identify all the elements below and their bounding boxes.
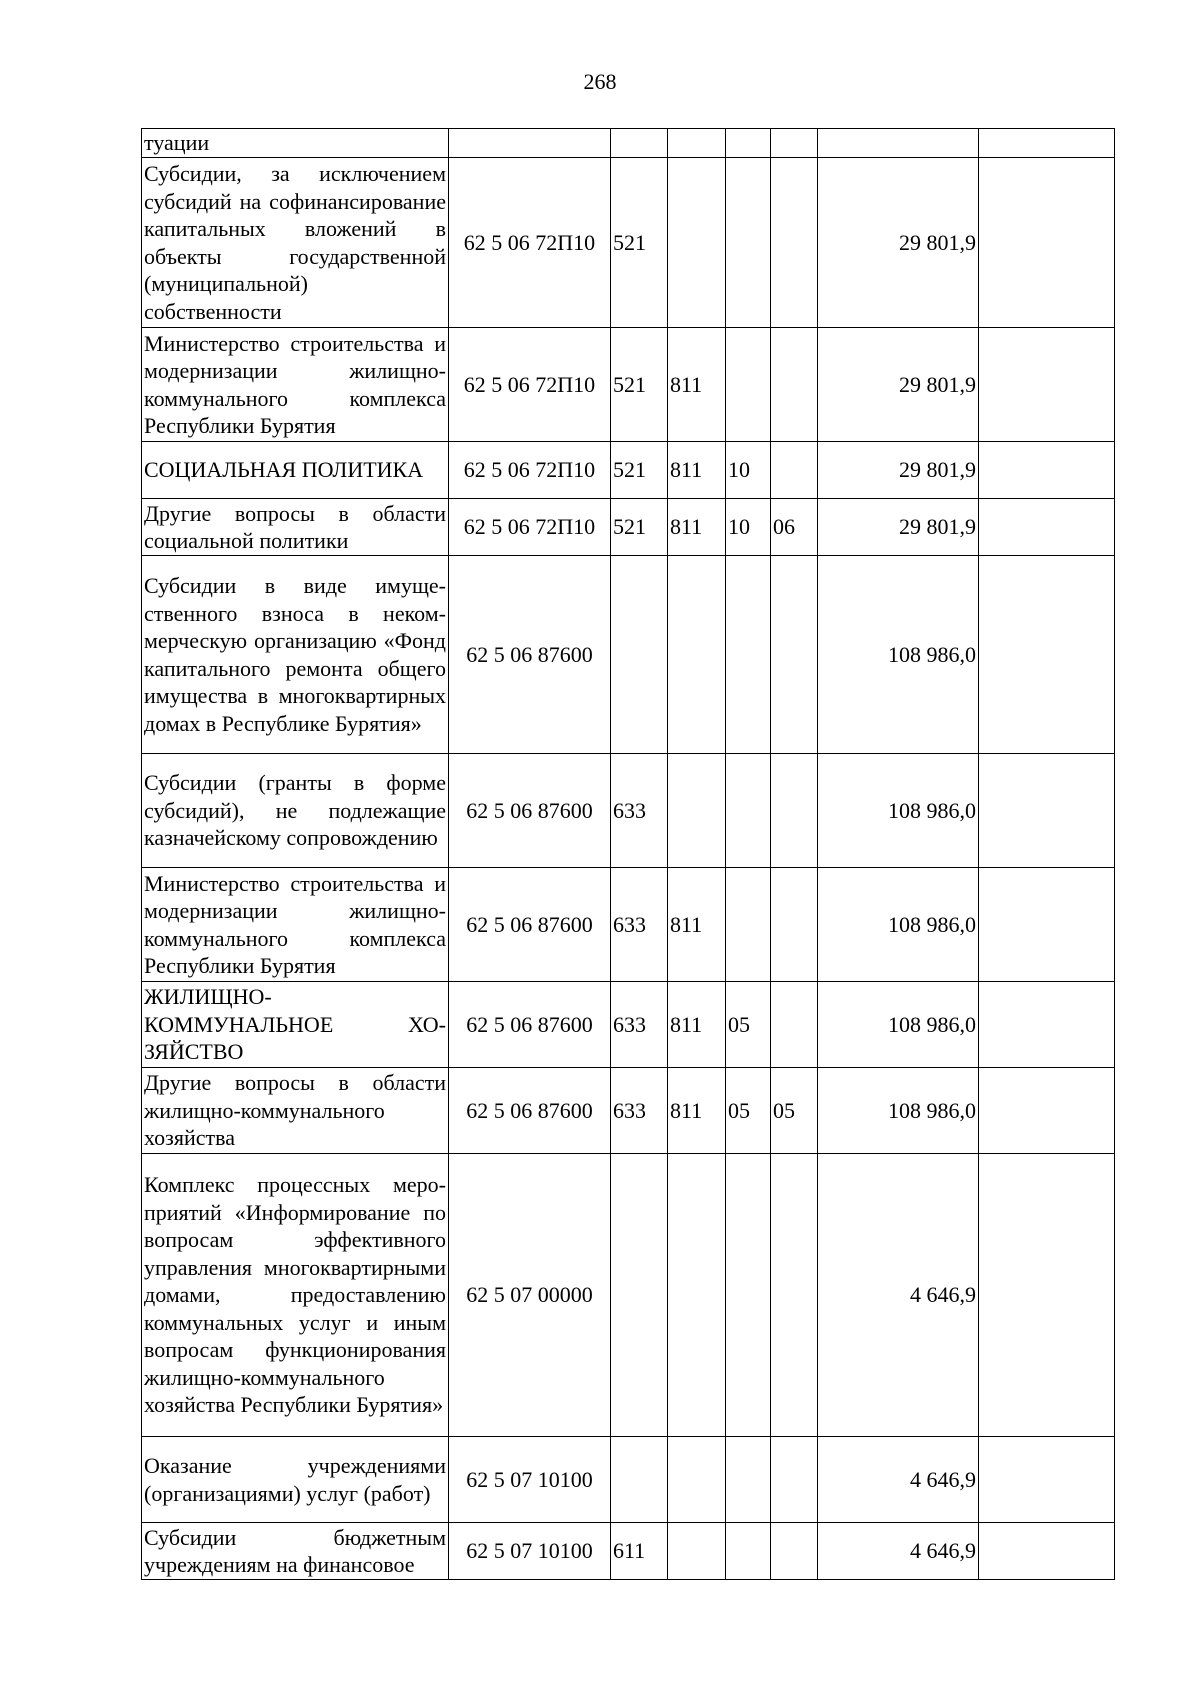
row-extra	[979, 158, 1115, 328]
table-row	[142, 1437, 1115, 1523]
row-amount	[818, 129, 979, 158]
row-extra	[979, 1154, 1115, 1437]
row-target-code: 62 5 07 10100	[449, 1523, 611, 1580]
row-section	[726, 1437, 771, 1523]
row-section	[726, 556, 771, 754]
row-grbs: 811	[668, 982, 726, 1068]
row-section: 05	[726, 1068, 771, 1154]
table-row	[142, 499, 1115, 556]
row-expense-type	[611, 1154, 668, 1437]
row-subsection: 06	[771, 499, 818, 556]
row-target-code: 62 5 06 87600	[449, 754, 611, 868]
row-expense-type: 521	[611, 328, 668, 442]
row-subsection	[771, 442, 818, 499]
row-target-code: 62 5 06 72П10	[449, 442, 611, 499]
row-expense-type: 633	[611, 982, 668, 1068]
row-extra	[979, 754, 1115, 868]
table-row	[142, 982, 1115, 1068]
row-extra	[979, 982, 1115, 1068]
row-amount: 29 801,9	[818, 158, 979, 328]
row-extra	[979, 499, 1115, 556]
row-grbs	[668, 556, 726, 754]
row-section: 10	[726, 499, 771, 556]
table-row	[142, 1523, 1115, 1580]
row-extra	[979, 1068, 1115, 1154]
table-row	[142, 328, 1115, 442]
row-amount: 108 986,0	[818, 982, 979, 1068]
row-name: СОЦИАЛЬНАЯ ПОЛИТИКА	[142, 442, 449, 499]
row-grbs	[668, 1523, 726, 1580]
row-target-code: 62 5 06 72П10	[449, 328, 611, 442]
row-target-code: 62 5 06 72П10	[449, 158, 611, 328]
row-extra	[979, 442, 1115, 499]
row-subsection: 05	[771, 1068, 818, 1154]
row-subsection	[771, 1437, 818, 1523]
table-row	[142, 754, 1115, 868]
row-subsection	[771, 158, 818, 328]
row-grbs	[668, 129, 726, 158]
row-target-code: 62 5 06 87600	[449, 982, 611, 1068]
row-name: Субсидии в виде имущественного взноса в некоммерческую организацию «Фонд капитального ремонта общего имущества в многоквартирных домах в Республике Бурятия»	[142, 556, 449, 754]
row-extra	[979, 1437, 1115, 1523]
row-amount: 29 801,9	[818, 328, 979, 442]
row-name: ЖИЛИЩНО-КОММУНАЛЬНОЕ ХОЗЯЙСТВО	[142, 982, 449, 1068]
row-name: Субсидии бюджетным учреждениям на финансовое	[142, 1523, 449, 1580]
row-amount: 108 986,0	[818, 556, 979, 754]
row-extra	[979, 556, 1115, 754]
row-target-code	[449, 129, 611, 158]
page-number: 268	[583, 69, 617, 94]
row-amount: 4 646,9	[818, 1523, 979, 1580]
row-expense-type: 521	[611, 442, 668, 499]
row-target-code: 62 5 06 87600	[449, 1068, 611, 1154]
row-target-code: 62 5 07 00000	[449, 1154, 611, 1437]
row-extra	[979, 1523, 1115, 1580]
row-name: туации	[142, 129, 449, 158]
table-row	[142, 1068, 1115, 1154]
row-grbs: 811	[668, 868, 726, 982]
row-name: Другие вопросы в области жилищно-коммунального хозяйства	[142, 1068, 449, 1154]
row-expense-type: 633	[611, 754, 668, 868]
row-section	[726, 754, 771, 868]
row-name: Другие вопросы в области социальной политики	[142, 499, 449, 556]
row-section	[726, 328, 771, 442]
row-subsection	[771, 868, 818, 982]
row-expense-type: 611	[611, 1523, 668, 1580]
budget-table	[141, 128, 1115, 1580]
row-amount: 29 801,9	[818, 499, 979, 556]
row-expense-type	[611, 556, 668, 754]
row-section	[726, 1523, 771, 1580]
row-subsection	[771, 328, 818, 442]
row-section: 10	[726, 442, 771, 499]
row-expense-type: 521	[611, 158, 668, 328]
row-subsection	[771, 754, 818, 868]
table-row	[142, 158, 1115, 328]
row-name: Министерство строительства и модернизации жилищно-коммунального комплекса Республики Бурятия	[142, 328, 449, 442]
row-section	[726, 1154, 771, 1437]
row-amount: 108 986,0	[818, 754, 979, 868]
row-section	[726, 868, 771, 982]
row-expense-type	[611, 129, 668, 158]
row-amount: 108 986,0	[818, 1068, 979, 1154]
row-expense-type: 521	[611, 499, 668, 556]
row-subsection	[771, 556, 818, 754]
row-section: 05	[726, 982, 771, 1068]
row-target-code: 62 5 06 87600	[449, 556, 611, 754]
row-grbs	[668, 754, 726, 868]
row-extra	[979, 868, 1115, 982]
row-amount: 4 646,9	[818, 1154, 979, 1437]
row-subsection	[771, 129, 818, 158]
row-name: Оказание учреждениями (организациями) услуг (работ)	[142, 1437, 449, 1523]
row-target-code: 62 5 07 10100	[449, 1437, 611, 1523]
row-grbs: 811	[668, 1068, 726, 1154]
row-subsection	[771, 982, 818, 1068]
table-row	[142, 442, 1115, 499]
row-section	[726, 158, 771, 328]
row-grbs: 811	[668, 442, 726, 499]
row-name: Министерство строительства и модернизации жилищно-коммунального комплекса Республики Бурятия	[142, 868, 449, 982]
row-extra	[979, 129, 1115, 158]
row-amount: 108 986,0	[818, 868, 979, 982]
row-name: Комплекс процессных мероприятий «Информирование по вопросам эффективного управления многоквартирными домами, предоставлению коммунальных услуг и иным вопросам функционирования жилищно-коммунального хозяйства Республики Бурятия»	[142, 1154, 449, 1437]
row-expense-type: 633	[611, 868, 668, 982]
row-target-code: 62 5 06 72П10	[449, 499, 611, 556]
row-expense-type	[611, 1437, 668, 1523]
row-grbs	[668, 1154, 726, 1437]
row-grbs: 811	[668, 499, 726, 556]
row-subsection	[771, 1523, 818, 1580]
table-row	[142, 129, 1115, 158]
row-section	[726, 129, 771, 158]
row-extra	[979, 328, 1115, 442]
table-row	[142, 1154, 1115, 1437]
row-name: Субсидии, за исключением субсидий на софинансирование капитальных вложений в объекты государственной (муниципальной) собственности	[142, 158, 449, 328]
row-expense-type: 633	[611, 1068, 668, 1154]
row-subsection	[771, 1154, 818, 1437]
table-row	[142, 868, 1115, 982]
row-name: Субсидии (гранты в форме субсидий), не подлежащие казначейскому сопровождению	[142, 754, 449, 868]
row-amount: 4 646,9	[818, 1437, 979, 1523]
row-amount: 29 801,9	[818, 442, 979, 499]
row-grbs	[668, 1437, 726, 1523]
table-row	[142, 556, 1115, 754]
row-target-code: 62 5 06 87600	[449, 868, 611, 982]
row-grbs: 811	[668, 328, 726, 442]
row-grbs	[668, 158, 726, 328]
